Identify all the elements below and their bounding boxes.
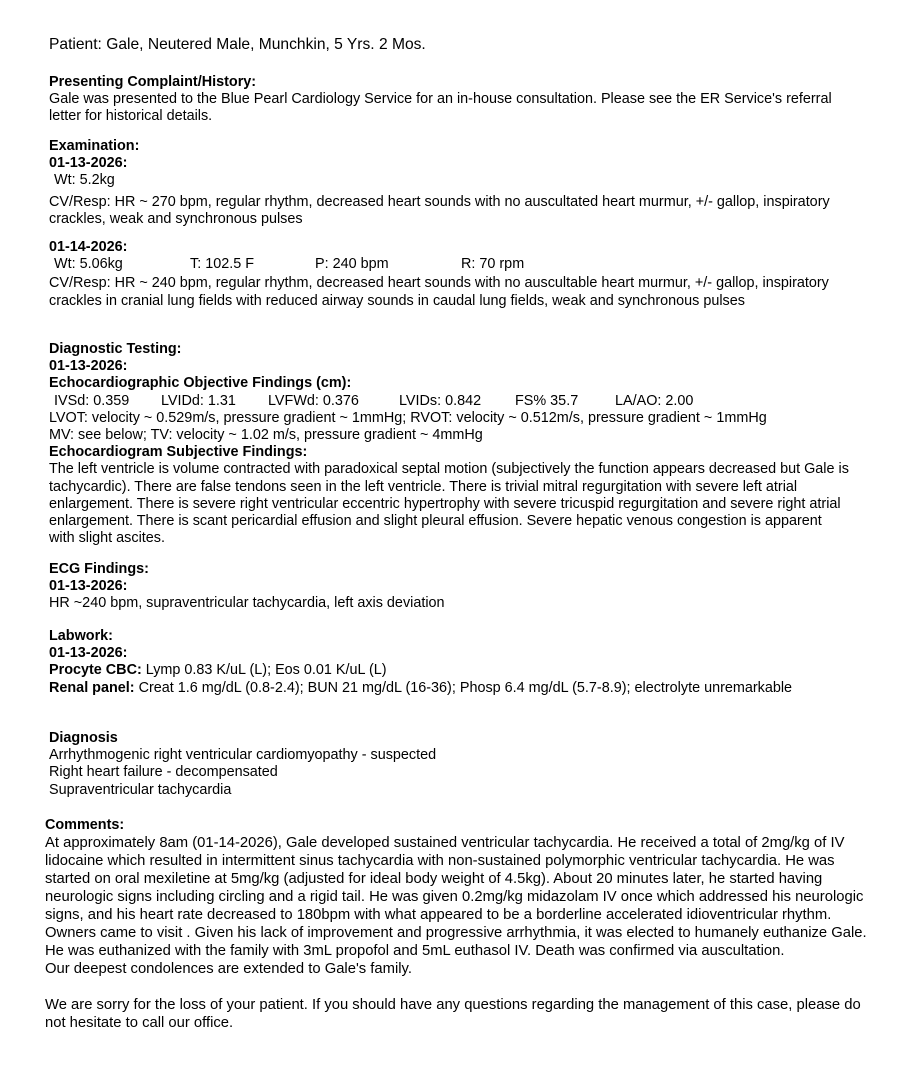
- ecg-heading: ECG Findings:: [49, 561, 149, 577]
- examination-heading: Examination:: [49, 138, 140, 154]
- diagnosis-section: [49, 730, 849, 799]
- exam-cv-1: CV/Resp: HR ~ 270 bpm, regular rhythm, decreased heart sounds with no auscultated heart murmur, +/- gallop, inspiratory crackles, weak and synchronous pulses: [49, 193, 830, 227]
- exam-weight-2: Wt: 5.06kg: [54, 256, 123, 273]
- diagnostic-date: 01-13-2026:: [49, 358, 128, 375]
- measure-lvfwd: LVFWd: 0.376: [268, 392, 359, 409]
- exam-vitals-row: [49, 256, 849, 273]
- cbc-line: [49, 662, 849, 679]
- ecg-text: HR ~240 bpm, supraventricular tachycardia, left axis deviation: [49, 595, 445, 612]
- exam-date-2: 01-14-2026:: [49, 239, 128, 255]
- echo-objective-heading: Echocardiographic Objective Findings (cm):: [49, 375, 352, 392]
- renal-text: Creat 1.6 mg/dL (0.8-2.4); BUN 21 mg/dL (16-36); Phosp 6.4 mg/dL (5.7-8.9); electrolyte unremarkable: [134, 679, 793, 696]
- exam-date-1: 01-13-2026:: [49, 155, 128, 172]
- exam-resp: R: 70 rpm: [461, 256, 525, 273]
- echo-measurements-row: [49, 393, 849, 410]
- diagnosis-item: Right heart failure - decompensated: [49, 764, 278, 781]
- exam-weight-1: Wt: 5.2kg: [54, 172, 115, 189]
- exam-temp: T: 102.5 F: [190, 256, 254, 273]
- labwork-date: 01-13-2026:: [49, 645, 128, 662]
- renal-line: [49, 680, 849, 697]
- diagnosis-item: Arrhythmogenic right ventricular cardiomyopathy - suspected: [49, 747, 437, 764]
- ecg-section: [49, 561, 849, 613]
- exam-cv-2: CV/Resp: HR ~ 240 bpm, regular rhythm, decreased heart sounds with no auscultable heart murmur, +/- gallop, inspiratory crackles in cranial lung fields with reduced airway sounds in caudal lung fields, weak and synchronous pulses: [49, 275, 829, 309]
- mv-line: MV: see below; TV: velocity ~ 1.02 m/s, pressure gradient ~ 4mmHg: [49, 427, 483, 443]
- diagnostic-heading: Diagnostic Testing:: [49, 341, 182, 357]
- history-text: Gale was presented to the Blue Pearl Cardiology Service for an in-house consultation. Please see the ER Service's referral letter for historical details.: [49, 91, 832, 125]
- measure-lvidd: LVIDd: 1.31: [161, 392, 236, 409]
- renal-label: Renal panel:: [49, 679, 135, 696]
- exam-pulse: P: 240 bpm: [315, 256, 389, 273]
- comments-heading: Comments:: [45, 817, 125, 833]
- history-heading: Presenting Complaint/History:: [49, 74, 257, 90]
- labwork-heading: Labwork:: [49, 628, 113, 644]
- labwork-section: [49, 628, 849, 697]
- measure-ivsd: IVSd: 0.359: [54, 392, 130, 409]
- measure-fs: FS% 35.7: [515, 392, 579, 409]
- cbc-text: Lymp 0.83 K/uL (L); Eos 0.01 K/uL (L): [141, 662, 387, 679]
- closing-text: We are sorry for the loss of your patient. If you should have any questions regarding the management of this case, please do not hesitate to call our office.: [45, 997, 861, 1032]
- examination-entry-2: [49, 239, 849, 310]
- patient-line: Patient: Gale, Neutered Male, Munchkin, 5 Yrs. 2 Mos.: [49, 36, 426, 53]
- ecg-date: 01-13-2026:: [49, 578, 128, 595]
- diagnostic-section: [49, 341, 849, 547]
- diagnosis-heading: Diagnosis: [49, 730, 118, 746]
- echo-subjective-heading: Echocardiogram Subjective Findings:: [49, 444, 308, 461]
- history-section: [49, 74, 849, 126]
- diagnosis-item: Supraventricular tachycardia: [49, 781, 232, 798]
- comments-text: At approximately 8am (01-14-2026), Gale developed sustained ventricular tachycardia. He received a total of 2mg/kg of IV lidocaine which resulted in intermittent sinus tachycardia with non-sustained polymorphic ventricular tachycardia. He was started on oral mexiletine at 5mg/kg (adjusted for ideal body weight of 4.5kg). About 20 minutes later, he started having neurologic signs including circling and a rigid tail. He was given 0.2mg/kg midazolam IV once which addressed his neurologic signs, and his heart rate decreased to 180bpm with what appeared to be a borderline accelerated idioventricular rhythm. Owners came to visit . Given his lack of improvement and progressive arrhythmia, it was elected to humanely euthanize Gale. He was euthanized with the family with 3mL propofol and 5mL euthasol IV. Death was confirmed via auscultation.: [45, 835, 867, 960]
- comments-section: [45, 817, 875, 1032]
- measure-la-ao: LA/AO: 2.00: [615, 392, 694, 409]
- measure-lvids: LVIDs: 0.842: [399, 392, 482, 409]
- echo-subjective-text: The left ventricle is volume contracted with paradoxical septal motion (subjectively the function appears decreased but Gale is tachycardic). There are false tendons seen in the left ventricle. There is trivial mitral regurgitation with severe left atrial enlargement. There is severe right ventricular eccentric hypertrophy with severe tricuspid regurgitation and severe right atrial enlargement. There is scant pericardial effusion and slight pleural effusion. Severe hepatic venous congestion is apparent with slight ascites.: [49, 461, 849, 547]
- condolence-line: Our deepest condolences are extended to Gale's family.: [45, 961, 412, 978]
- examination-section: [49, 138, 849, 228]
- lvot-line: LVOT: velocity ~ 0.529m/s, pressure gradient ~ 1mmHg; RVOT: velocity ~ 0.512m/s, pressure gradient ~ 1mmHg: [49, 409, 767, 426]
- cbc-label: Procyte CBC:: [49, 662, 142, 679]
